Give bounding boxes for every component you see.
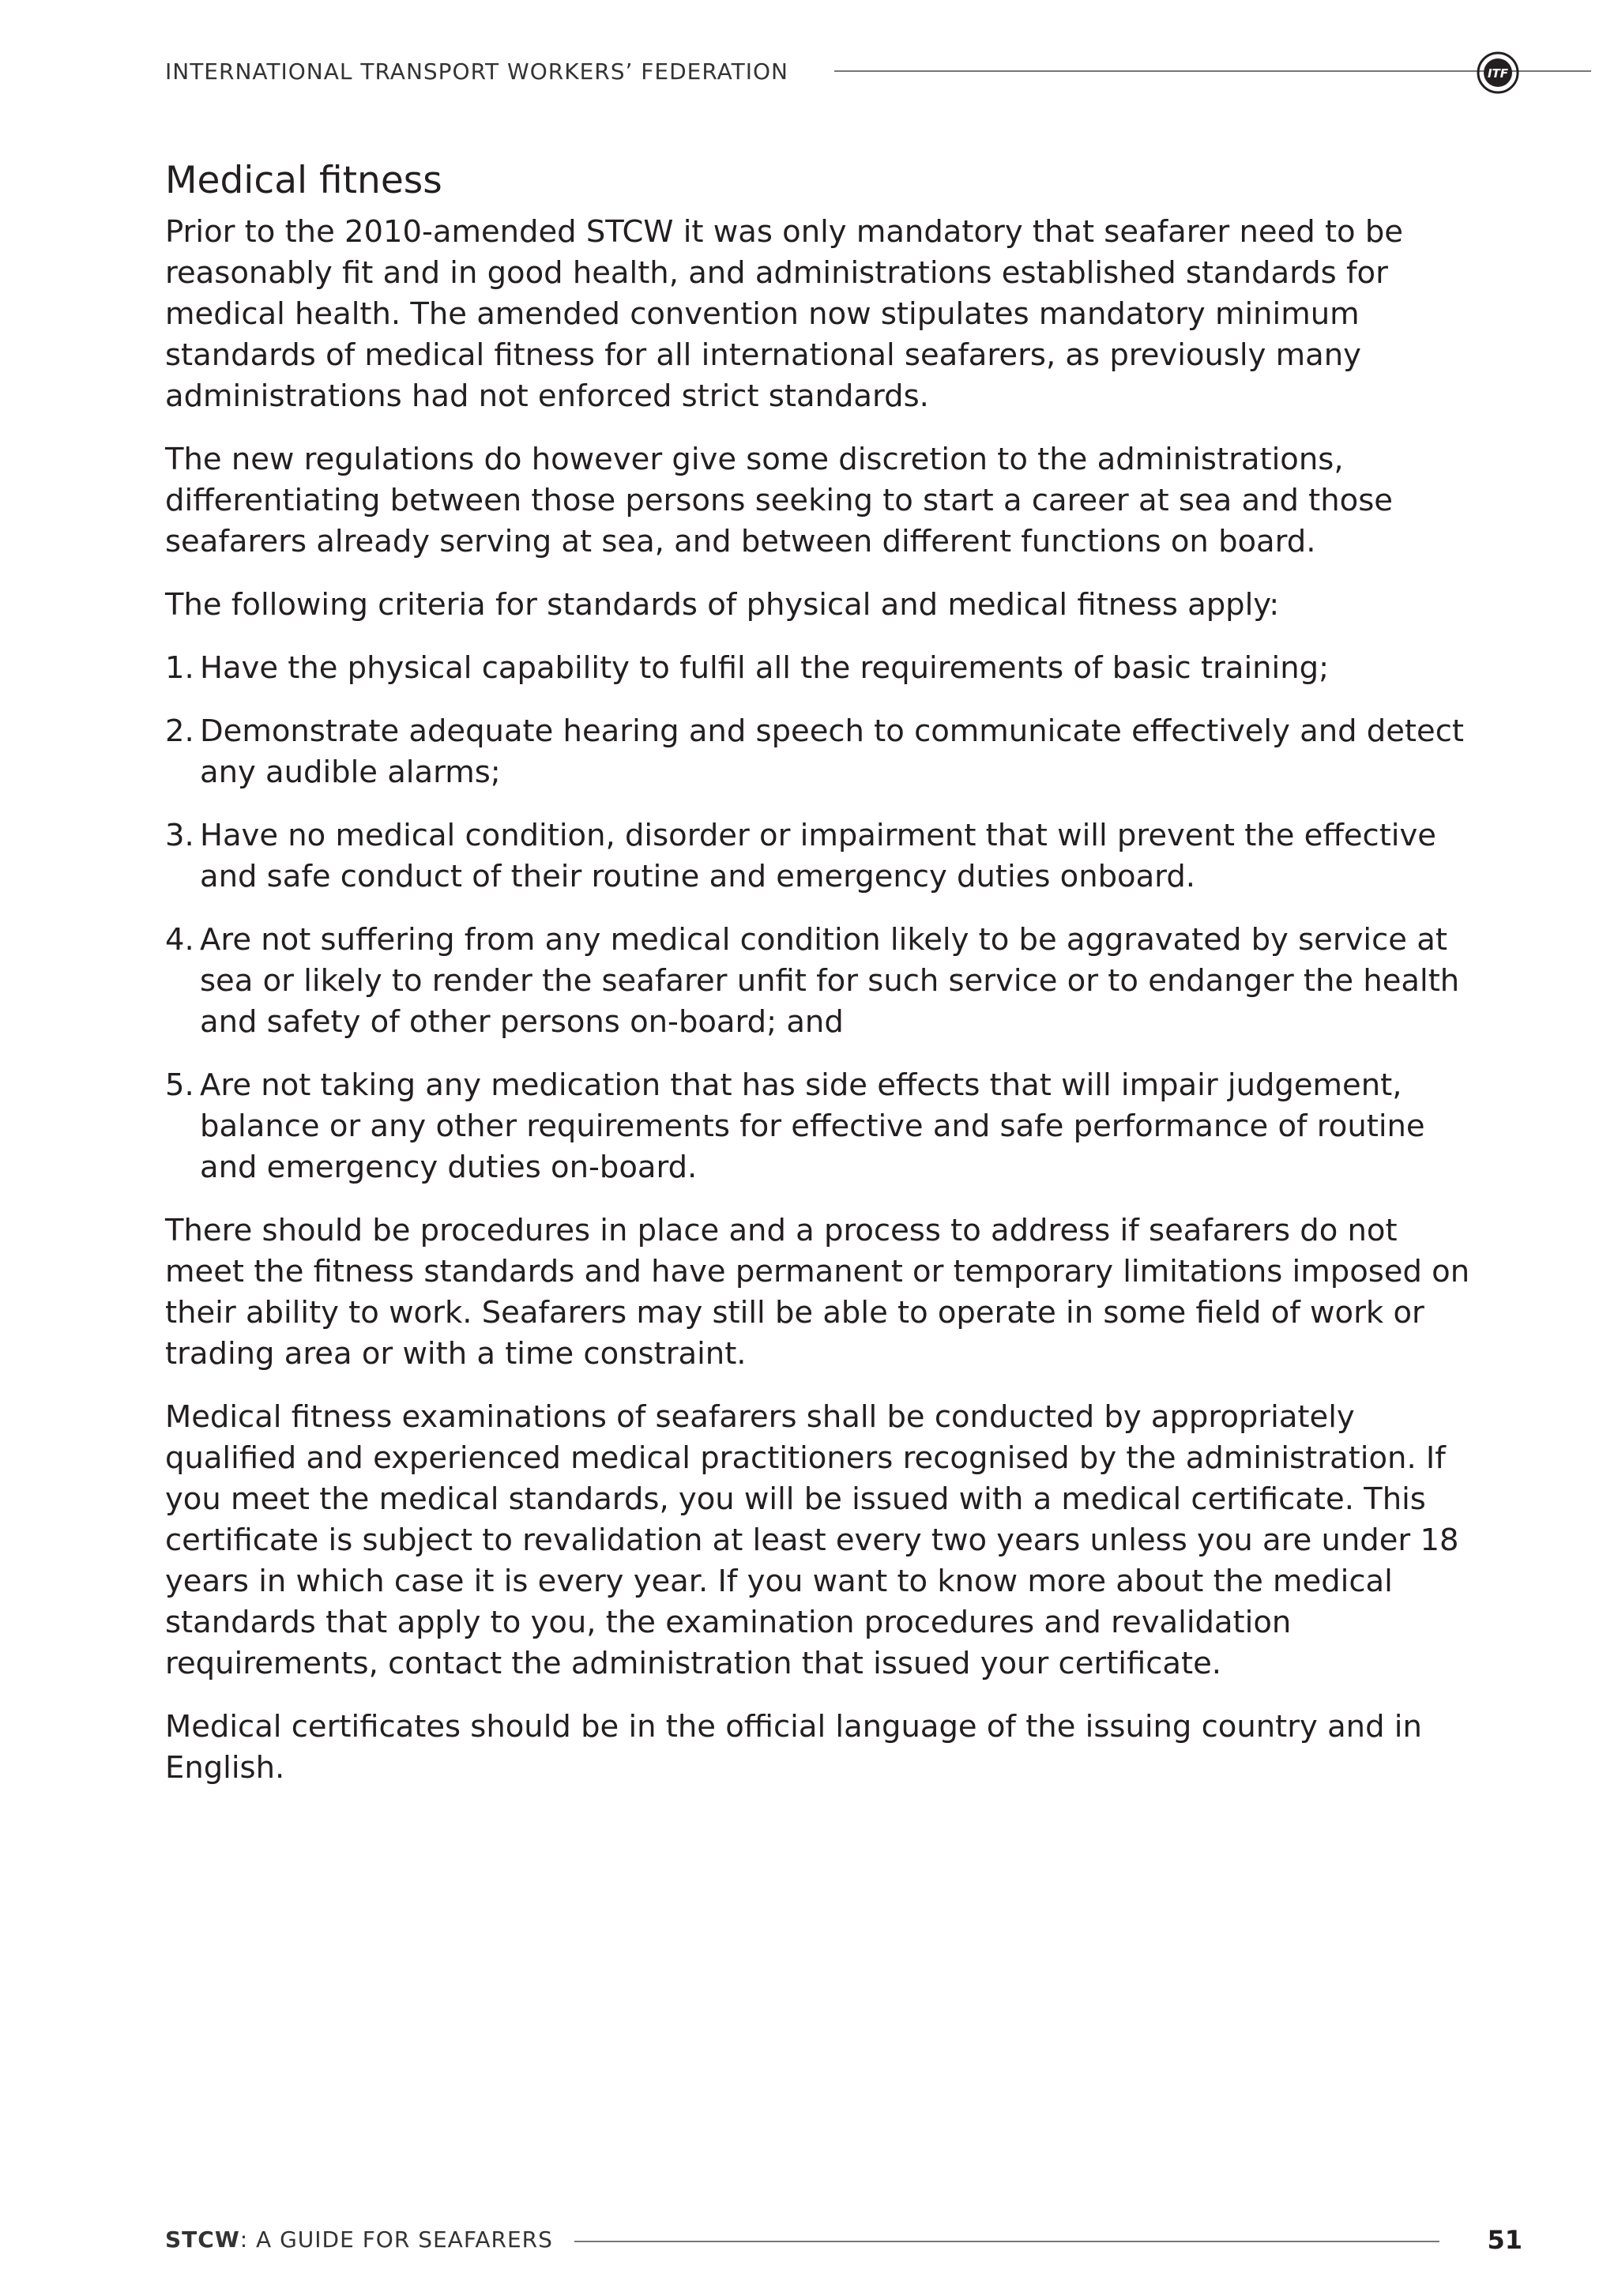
list-item-number: 1. [165, 650, 194, 686]
list-item [165, 920, 1477, 1043]
list-item [165, 648, 1477, 689]
list-item-text: Have no medical condition, disorder or impairment that will prevent the effective and safe conduct of their routine and emergency duties onboard. [200, 818, 1436, 894]
paragraph: The following criteria for standards of physical and medical fitness apply: [165, 587, 1280, 623]
paragraph: Prior to the 2010-amended STCW it was only mandatory that seafarer need to be reasonably fit and in good health, and administrations established standards for medical health. The amended convention now stipulates mandatory minimum standards of medical fitness for all international seafarers, as previously many administrations had not enforced strict standards. [165, 214, 1403, 414]
paragraph: Medical certificates should be in the official language of the issuing country and in English. [165, 1709, 1422, 1786]
paragraph: The new regulations do however give some discretion to the administrations, differentiating between those persons seeking to start a career at sea and those seafarers already serving at sea, and between different functions on board. [165, 442, 1393, 559]
page-header [165, 55, 1522, 87]
list-item-text: Are not taking any medication that has side effects that will impair judgement, balance or any other requirements for effective and safe performance of routine and emergency duties on-board. [200, 1067, 1425, 1185]
footer-title [165, 2226, 553, 2253]
itf-logo-icon [1476, 51, 1520, 95]
logo-text: ITF [1487, 66, 1509, 81]
list-item-number: 2. [165, 713, 194, 749]
list-item-text: Are not suffering from any medical condition likely to be aggravated by service at sea or likely to render the seafarer unfit for such service or to endanger the health and safety of other persons on-board; and [200, 922, 1460, 1040]
list-item [165, 815, 1477, 898]
list-item-number: 3. [165, 818, 194, 853]
list-item [165, 711, 1477, 793]
list-item-number: 5. [165, 1067, 194, 1103]
paragraph: There should be procedures in place and a process to address if seafarers do not meet the fitness standards and have permanent or temporary limitations imposed on their ability to work. Seafarers may still be able to operate in some field of work or trading area or with a time constraint. [165, 1213, 1470, 1372]
page-footer [165, 2226, 1522, 2258]
list-item-number: 4. [165, 922, 194, 958]
list-item-text: Demonstrate adequate hearing and speech to communicate effectively and detect any audible alarms; [200, 713, 1464, 790]
footer-title-bold: STCW [165, 2226, 240, 2253]
section-heading: Medical fitness [165, 159, 442, 202]
paragraph: Medical fitness examinations of seafarers shall be conducted by appropriately qualified and experienced medical practitioners recognised by the administration. If you meet the medical standards, you will be issued with a medical certificate. This certificate is subject to revalidation at least every two years unless you are under 18 years in which case it is every year. If you want to know more about the medical standards that apply to you, the examination procedures and revalidation requirements, contact the administration that issued your certificate. [165, 1399, 1459, 1681]
list-item [165, 1065, 1477, 1188]
list-item-text: Have the physical capability to fulfil all the requirements of basic training; [200, 650, 1330, 686]
page-number: 51 [1487, 2225, 1522, 2255]
main-content [165, 158, 1477, 1811]
footer-title-rest: : A GUIDE FOR SEAFARERS [239, 2226, 553, 2253]
header-title: INTERNATIONAL TRANSPORT WORKERS’ FEDERATION [165, 58, 788, 85]
footer-divider [574, 2241, 1439, 2242]
fitness-criteria-list [165, 648, 1477, 1188]
